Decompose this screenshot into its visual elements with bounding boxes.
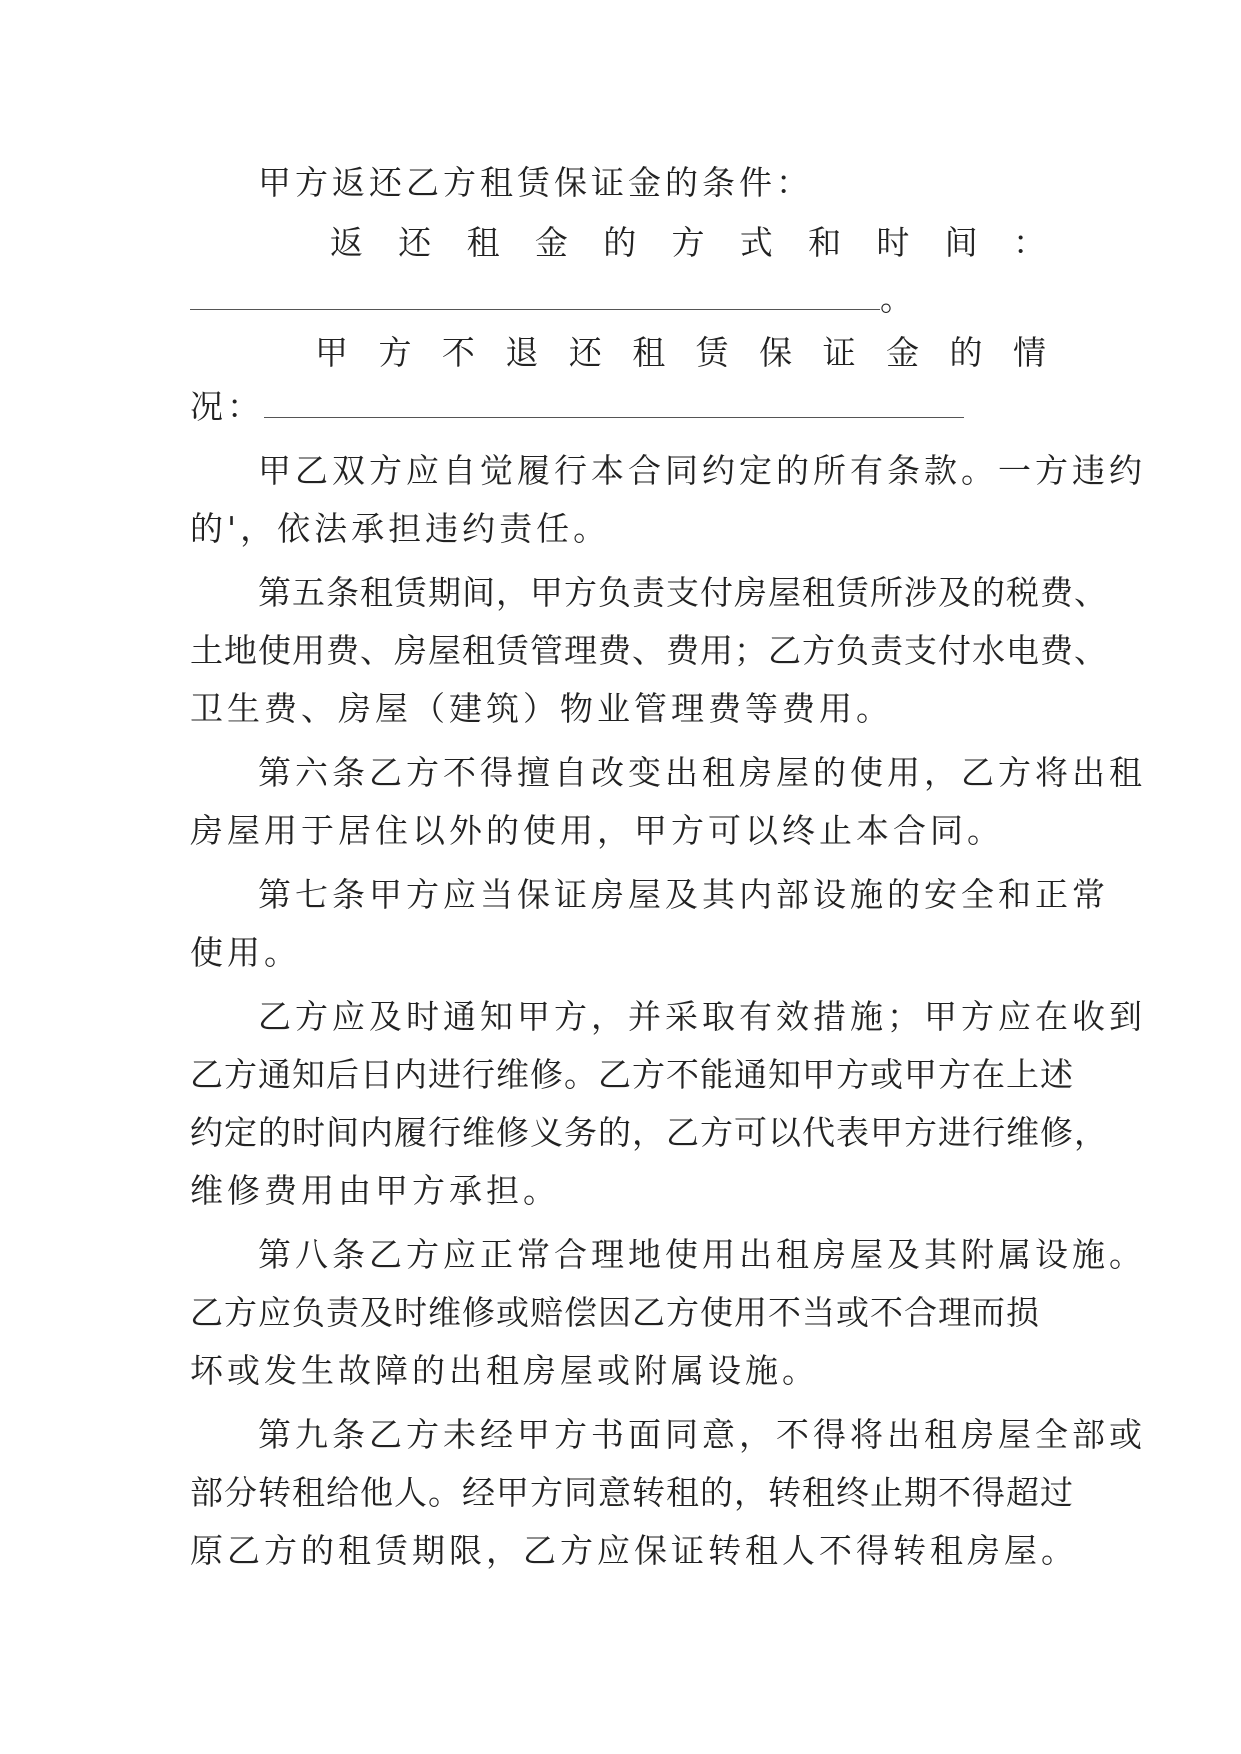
paragraph-line xyxy=(190,1520,1078,1582)
spread-char: 和 xyxy=(808,223,842,262)
line-text: 甲方返还乙方租赁保证金的条件： xyxy=(258,163,813,202)
spread-char: 还 xyxy=(568,333,602,372)
spread-char: 返 xyxy=(330,223,363,262)
spread-char: 时 xyxy=(876,223,910,262)
paragraph-line xyxy=(258,1224,1146,1286)
rent-return-method-line xyxy=(330,212,1046,274)
paragraph-line xyxy=(258,440,1146,502)
line-text: 。 xyxy=(880,279,917,318)
paragraph-line xyxy=(190,678,1046,740)
spread-char: 式 xyxy=(739,223,773,262)
spread-char: 的 xyxy=(949,333,983,372)
line-text: 部分转租给他人。经甲方同意转租的，转租终止期不得超过 xyxy=(190,1473,1074,1512)
line-text: 第六条乙方不得擅自改变出租房屋的使用，乙方将出租 xyxy=(258,753,1146,792)
spread-char: 退 xyxy=(505,333,539,372)
line-text: 第九条乙方未经甲方书面同意，不得将出租房屋全部或 xyxy=(258,1415,1146,1454)
deposit-nonreturn-line xyxy=(315,322,1046,384)
paragraph-line xyxy=(190,800,1046,862)
spread-char: 方 xyxy=(671,223,705,262)
paragraph-line xyxy=(190,1102,1108,1164)
paragraph-line xyxy=(190,1044,1074,1106)
paragraph-line xyxy=(258,742,1146,804)
line-text: 乙方应及时通知甲方，并采取有效措施；甲方应在收到 xyxy=(258,997,1146,1036)
line-text: 卫生费、房屋（建筑）物业管理费等费用。 xyxy=(190,689,893,728)
paragraph-line xyxy=(190,1462,1074,1524)
line-text: 甲乙双方应自觉履行本合同约定的所有条款。一方违约 xyxy=(258,451,1146,490)
paragraph-line xyxy=(258,1404,1146,1466)
spread-char: 的 xyxy=(603,223,637,262)
paragraph-line xyxy=(190,1340,1046,1402)
paragraph-line xyxy=(190,498,1046,560)
line-text: 的'，依法承担违约责任。 xyxy=(190,509,611,548)
line-text: 原乙方的租赁期限，乙方应保证转租人不得转租房屋。 xyxy=(190,1531,1078,1570)
spread-char: 租 xyxy=(632,333,666,372)
line-text: 约定的时间内履行维修义务的，乙方可以代表甲方进行维修， xyxy=(190,1113,1108,1152)
paragraph-line xyxy=(190,1160,1046,1222)
spread-char: 赁 xyxy=(695,333,729,372)
fill-in-blank[interactable] xyxy=(264,391,964,418)
paragraph-line xyxy=(190,922,1046,984)
fill-in-blank[interactable] xyxy=(190,283,880,310)
paragraph-line xyxy=(258,986,1146,1048)
spread-char: 不 xyxy=(441,333,475,372)
blank-fill-line xyxy=(190,268,1046,330)
spread-char: 间 xyxy=(944,223,978,262)
spread-char: 方 xyxy=(378,333,412,372)
line-text: 使用。 xyxy=(190,933,301,972)
paragraph-line xyxy=(258,864,1109,926)
line-text: 土地使用费、房屋租赁管理费、费用；乙方负责支付水电费、 xyxy=(190,631,1108,670)
line-text: 维修费用由甲方承担。 xyxy=(190,1171,560,1210)
line-text: 第八条乙方应正常合理地使用出租房屋及其附属设施。 xyxy=(258,1235,1146,1274)
spread-char: 证 xyxy=(822,333,856,372)
line-text: 第七条甲方应当保证房屋及其内部设施的安全和正常 xyxy=(258,875,1109,914)
spread-char: 还 xyxy=(398,223,432,262)
spread-char: 金 xyxy=(886,333,920,372)
paragraph-line xyxy=(190,620,1108,682)
line-text: 况： xyxy=(190,387,264,426)
spread-char: 保 xyxy=(759,333,793,372)
situation-line xyxy=(190,376,1046,438)
line-text: 坏或发生故障的出租房屋或附属设施。 xyxy=(190,1351,819,1390)
paragraph-line xyxy=(258,152,1046,214)
line-text: 乙方通知后日内进行维修。乙方不能通知甲方或甲方在上述 xyxy=(190,1055,1074,1094)
spread-char: 情 xyxy=(1012,333,1046,372)
paragraph-line xyxy=(190,1282,1046,1344)
line-text: 房屋用于居住以外的使用，甲方可以终止本合同。 xyxy=(190,811,1004,850)
spread-char: 甲 xyxy=(315,333,348,372)
spread-char: ： xyxy=(1012,223,1046,262)
line-text: 乙方应负责及时维修或赔偿因乙方使用不当或不合理而损 xyxy=(190,1293,1040,1332)
paragraph-line xyxy=(258,562,1108,624)
spread-char: 金 xyxy=(534,223,568,262)
line-text: 第五条租赁期间，甲方负责支付房屋租赁所涉及的税费、 xyxy=(258,573,1108,612)
spread-char: 租 xyxy=(466,223,500,262)
